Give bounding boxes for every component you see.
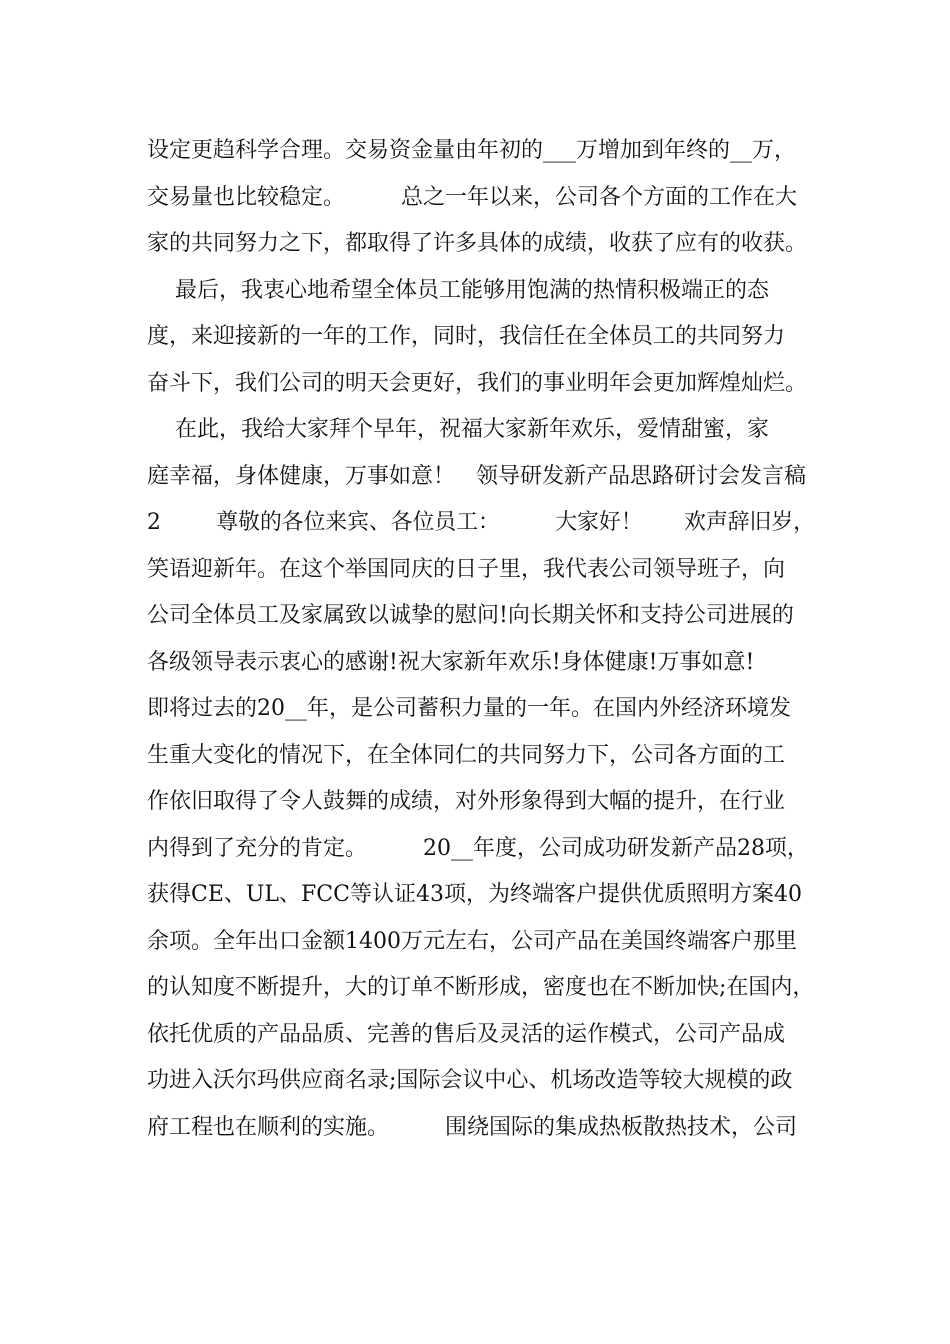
- text-line: 依托优质的产品品质、完善的售后及灵活的运作模式，公司产品成: [147, 1022, 786, 1047]
- text-line: 内得到了充分的肯定。 20__年度，公司成功研发新产品28项，: [147, 836, 809, 861]
- text-line: 家的共同努力之下，都取得了许多具体的成绩，收获了应有的收获。: [147, 231, 808, 256]
- text-line: 各级领导表示衷心的感谢!祝大家新年欢乐!身体健康!万事如意!: [147, 650, 755, 675]
- text-line: 2 尊敬的各位来宾、各位员工： 大家好！ 欢声辞旧岁，: [147, 510, 815, 535]
- text-line: 笑语迎新年。在这个举国同庆的日子里，我代表公司领导班子，向: [147, 557, 786, 582]
- text-line: 即将过去的20__年，是公司蓄积力量的一年。在国内外经济环境发: [147, 696, 791, 721]
- text-line: 功进入沃尔玛供应商名录;国际会议中心、机场改造等较大规模的政: [147, 1068, 793, 1093]
- text-line: 奋斗下，我们公司的明天会更好，我们的事业明年会更加辉煌灿烂。: [147, 371, 808, 396]
- text-line: 公司全体员工及家属致以诚挚的慰问!向长期关怀和支持公司进展的: [147, 603, 794, 628]
- text-line: 最后，我衷心地希望全体员工能够用饱满的热情积极端正的态: [147, 278, 769, 303]
- text-line: 府工程也在顺利的实施。 围绕国际的集成热板散热技术，公司: [147, 1115, 797, 1140]
- text-line: 获得CE、UL、FCC等认证43项，为终端客户提供优质照明方案40: [147, 882, 802, 907]
- text-line: 作依旧取得了令人鼓舞的成绩，对外形象得到大幅的提升，在行业: [147, 789, 786, 814]
- text-line: 度，来迎接新的一年的工作，同时，我信任在全体员工的共同努力: [147, 324, 786, 349]
- text-line: 设定更趋科学合理。交易资金量由年初的___万增加到年终的__万，: [147, 138, 797, 163]
- text-line: 在此，我给大家拜个早年，祝福大家新年欢乐，爱情甜蜜，家: [147, 417, 769, 442]
- text-line: 的认知度不断提升，大的订单不断形成，密度也在不断加快;在国内，: [147, 975, 815, 1000]
- text-line: 余项。全年出口金额1400万元左右，公司产品在美国终端客户那里: [147, 929, 797, 954]
- text-line: 生重大变化的情况下，在全体同仁的共同努力下，公司各方面的工: [147, 743, 786, 768]
- text-line: 交易量也比较稳定。 总之一年以来，公司各个方面的工作在大: [147, 185, 797, 210]
- text-line: 庭幸福，身体健康，万事如意！ 领导研发新产品思路研讨会发言稿: [147, 464, 806, 489]
